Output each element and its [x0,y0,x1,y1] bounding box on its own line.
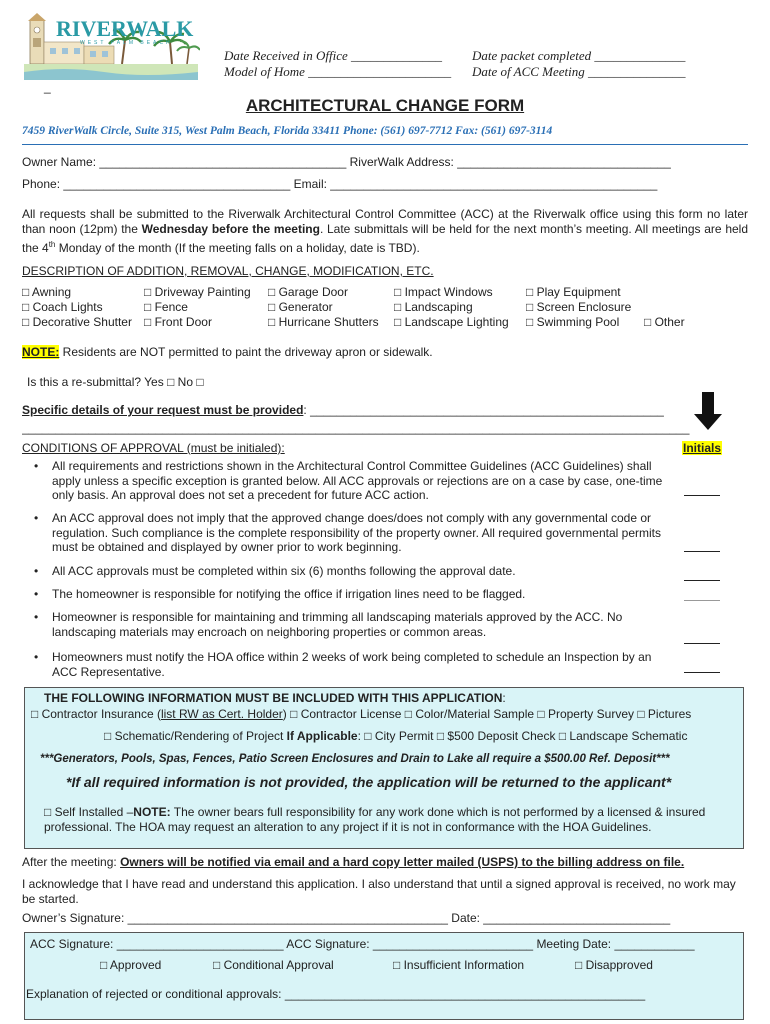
condition-item: • All ACC approvals must be completed within six (6) months following the approval date. [52,564,672,579]
resubmittal-question[interactable]: Is this a re-submittal? Yes □ No □ [27,375,204,389]
initials-line-3[interactable] [684,580,720,581]
options-col-4 [394,285,509,330]
specific-details-blank: : _____________________________________________________ [303,403,664,417]
required-heading-colon: : [502,691,506,705]
acc-approved-option[interactable]: □ Approved [100,958,162,972]
self-installed-note [44,805,740,835]
acc-conditional-option[interactable]: □ Conditional Approval [213,958,334,972]
self-installed-note-label: NOTE: [133,805,171,819]
option-landscaping[interactable]: □ Landscaping [394,300,473,314]
schematic-option[interactable]: □ Schematic/Rendering of Project [104,729,287,743]
acc-meeting-date-field[interactable]: Date of ACC Meeting _______________ [472,64,686,79]
logo-subtitle: WEST PALM BEACH [80,40,173,46]
after-meeting-line [22,855,684,869]
option-front-door[interactable]: □ Front Door [144,315,212,329]
intro-text-3: Monday of the month (If the meeting falls on a holiday, date is TBD). [55,241,420,255]
option-fence[interactable]: □ Fence [144,300,188,314]
option-decorative-shutter[interactable]: □ Decorative Shutter [22,315,132,329]
option-screen-enclosure[interactable]: □ Screen Enclosure [526,300,632,314]
details-blank-line[interactable]: ____________________________________________________________________________________________________ [22,421,690,435]
specific-details-line[interactable] [22,403,664,417]
return-warning: *If all required information is not provided, the application will be returned to the applicant* [66,774,672,790]
intro-deadline: Wednesday before the meeting [141,222,320,236]
intro-text-2: . Late submittals will be held for the next month’s meeting. All meetings are held the 4 [22,222,749,255]
intro-paragraph [22,207,748,256]
option-landscape-lighting[interactable]: □ Landscape Lighting [394,315,509,329]
intro-sup: th [48,240,56,249]
required-row-2 [104,729,687,743]
option-hurricane-shutters[interactable]: □ Hurricane Shutters [268,315,379,329]
initials-line-2[interactable] [684,551,720,552]
stray-dash: _ [44,80,51,94]
office-address: 7459 RiverWalk Circle, Suite 315, West Palm Beach, Florida 33411 Phone: (561) 697-7712 Fax: (561) 697-3114 [22,125,553,137]
contractor-insurance-option[interactable]: □ Contractor Insurance ( [31,707,161,721]
acc-insufficient-option[interactable]: □ Insufficient Information [393,958,525,972]
acknowledgement: I acknowledge that I have read and understand this application. I also understand that until a signed approval is received, no work may be started. [22,877,736,906]
options-col-1 [22,285,132,330]
self-installed-note-text: The owner bears full responsibility for any work done which is not performed by a licensed & insured professional. The HOA may request an alteration to any project if it is not in conformance with the HOA Guidelines. [44,805,706,834]
initials-line-6[interactable] [684,672,720,673]
riverwalk-logo [22,12,200,82]
conditions-heading: CONDITIONS OF APPROVAL (must be initialed): [22,441,285,455]
logo-wordmark: RIVERWALK [56,16,194,41]
date-received-field[interactable]: Date Received in Office ______________ [224,48,443,63]
initials-line-5[interactable] [684,643,720,644]
acc-signature-line[interactable]: ACC Signature: _________________________ ACC Signature: ________________________ Meeting Date: ____________ [30,937,695,951]
condition-item: • All requirements and restrictions shown in the Architectural Control Committee Guidelines (ACC Guidelines) shall apply unless a specific exception is granted below. All ACC approvals or rejections are on a case by case, one-time only basis. An approval does not set a precedent for future ACC action. [52,459,672,503]
option-driveway-painting[interactable]: □ Driveway Painting [144,285,251,299]
address-divider [22,144,748,145]
intro-text-1: All requests shall be submitted to the Riverwalk Architectural Control Committee (ACC) at the Riverwalk office using this form no later than noon (12pm) the [22,207,748,236]
option-awning[interactable]: □ Awning [22,285,72,299]
page-title: ARCHITECTURAL CHANGE FORM [245,96,525,115]
condition-item: • An ACC approval does not imply that the approved change does/does not comply with any governmental code or regulation. Such compliance is the complete responsibility of the property owner. All required governmental permits must be obtained and displayed by owner prior to work beginning. [52,511,672,555]
self-installed-option[interactable]: □ Self Installed – [44,805,134,819]
owner-signature-field[interactable]: Owner’s Signature: ________________________________________________ Date: ____________________________ [22,911,671,925]
acc-disapproved-option[interactable]: □ Disapproved [575,958,653,972]
note-line [22,345,433,359]
condition-item: • Homeowner is responsible for maintaining and trimming all landscaping materials approved by the ACC. No landscaping materials may encroach on neighboring properties or common areas. [52,610,672,639]
if-applicable-label: If Applicable [286,729,358,743]
after-meeting-text: Owners will be notified via email and a hard copy letter mailed (USPS) to the billing address on file. [120,855,685,869]
required-row-1 [31,707,691,721]
explanation-field[interactable]: Explanation of rejected or conditional approvals: ______________________________________________________ [26,987,646,1001]
option-coach-lights[interactable]: □ Coach Lights [22,300,103,314]
required-row-1-rest[interactable]: ) □ Contractor License □ Color/Material Sample □ Property Survey □ Pictures [282,707,692,721]
deposit-requirement: ***Generators, Pools, Spas, Fences, Patio Screen Enclosures and Drain to Lake all require a $500.00 Ref. Deposit*** [40,753,670,765]
after-meeting-label: After the meeting: [22,855,121,869]
option-generator[interactable]: □ Generator [268,300,333,314]
note-label: NOTE: [22,345,60,359]
initials-line-1[interactable] [684,495,720,496]
condition-item: • The homeowner is responsible for notifying the office if irrigation lines need to be flagged. [52,587,672,602]
options-col-5 [526,285,631,330]
cert-holder-note: list RW as Cert. Holder [160,707,283,721]
required-row-2-rest[interactable]: : □ City Permit □ $500 Deposit Check □ Landscape Schematic [357,729,688,743]
required-heading-text: THE FOLLOWING INFORMATION MUST BE INCLUDED WITH THIS APPLICATION [44,691,503,705]
option-swimming-pool[interactable]: □ Swimming Pool [526,315,620,329]
down-arrow-icon [694,392,722,430]
date-packet-field[interactable]: Date packet completed ______________ [472,48,686,63]
description-heading: DESCRIPTION OF ADDITION, REMOVAL, CHANGE, MODIFICATION, ETC. [22,264,434,278]
model-of-home-field[interactable]: Model of Home ______________________ [224,64,452,79]
condition-item: • Homeowners must notify the HOA office within 2 weeks of work being completed to schedule an Inspection by an ACC Representative. [52,650,672,679]
phone-email-field[interactable]: Phone: __________________________________ Email: _________________________________________________ [22,177,658,191]
options-col-3 [268,285,379,330]
option-impact-windows[interactable]: □ Impact Windows [394,285,493,299]
option-play-equipment[interactable]: □ Play Equipment [526,285,621,299]
note-text: Residents are NOT permitted to paint the driveway apron or sidewalk. [59,345,433,359]
required-heading [44,691,506,705]
specific-details-label: Specific details of your request must be provided [22,403,304,417]
initials-line-4[interactable] [684,600,720,601]
initials-heading: Initials [683,441,722,455]
option-garage-door[interactable]: □ Garage Door [268,285,348,299]
owner-name-field[interactable]: Owner Name: _____________________________________ RiverWalk Address: ________________________________ [22,155,671,169]
options-col-2 [144,285,251,330]
option-other[interactable]: □ Other [644,315,685,329]
